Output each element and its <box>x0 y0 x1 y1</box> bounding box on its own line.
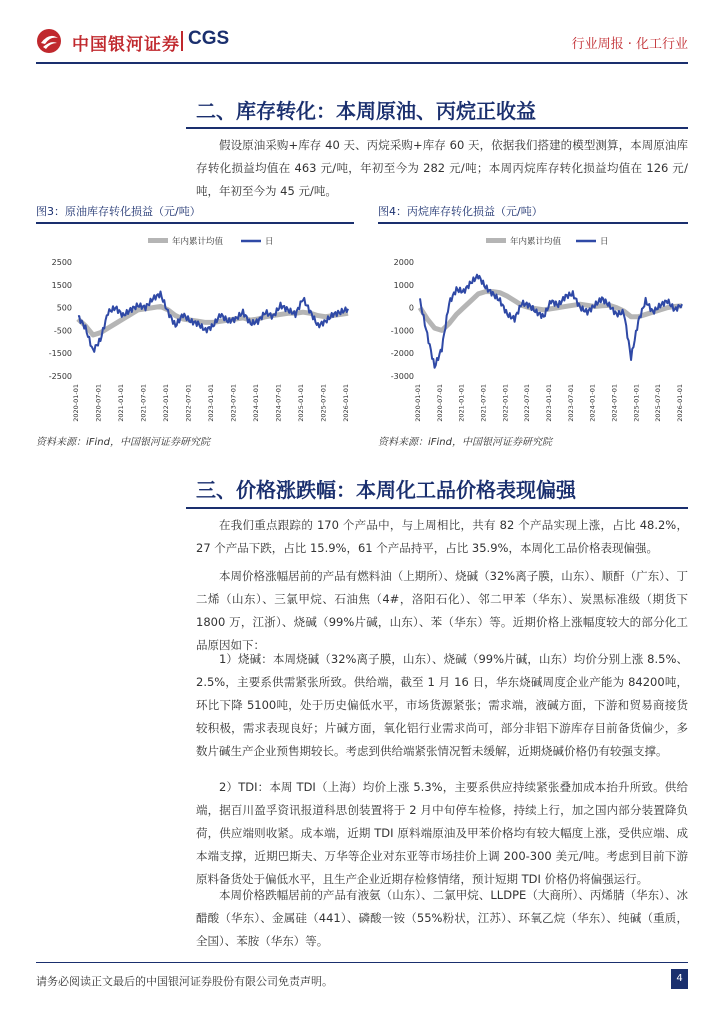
x-tick-label: 2023-01-01 <box>545 384 553 422</box>
legend-daily-label: 日 <box>265 237 274 247</box>
x-tick-label: 2023-07-01 <box>566 384 575 422</box>
logo-text-cn: 中国银河证券 <box>72 35 180 55</box>
x-tick-label: 2026-01-01 <box>676 384 684 422</box>
legend-avg-label: 年内累计均值 <box>510 237 562 247</box>
section-2-title-rule <box>186 127 688 129</box>
figure-3-title: 图3：原油库存转化损益（元/吨） <box>36 205 201 218</box>
x-tick-label: 2024-07-01 <box>274 384 283 422</box>
logo-mark-icon <box>36 28 62 54</box>
y-tick-label: -2000 <box>390 349 414 359</box>
figure-3-rule <box>36 222 354 224</box>
figure-3 <box>36 203 354 224</box>
figure-4-legend <box>486 236 609 247</box>
x-tick-label: 2020-07-01 <box>94 384 103 422</box>
section-3-title-rule <box>186 507 688 509</box>
figure-4-rule <box>378 222 688 224</box>
x-tick-label: 2022-07-01 <box>523 384 532 422</box>
x-tick-label: 2020-01-01 <box>414 384 422 422</box>
x-tick-label: 2020-01-01 <box>72 384 80 422</box>
figure-4-title: 图4：丙烷库存转化损益（元/吨） <box>378 205 543 218</box>
legend-avg-swatch <box>148 238 168 243</box>
page-number: 4 <box>671 969 688 989</box>
x-tick-label: 2025-01-01 <box>297 384 305 422</box>
figure-3-legend <box>148 236 274 247</box>
y-tick-label: -1500 <box>48 349 72 359</box>
figure-4-source: 资料来源：iFind，中国银河证券研究院 <box>378 437 552 448</box>
x-tick-label: 2025-01-01 <box>632 384 641 422</box>
legend-avg-swatch <box>486 238 506 243</box>
x-tick-label: 2022-07-01 <box>184 384 193 422</box>
y-tick-label: -3000 <box>390 372 414 381</box>
x-tick-label: 2025-07-01 <box>654 384 663 422</box>
y-tick-label: 0 <box>408 303 414 313</box>
legend-avg-label: 年内累计均值 <box>172 237 224 247</box>
footer-divider <box>36 962 688 963</box>
x-tick-label: 2026-01-01 <box>342 384 350 422</box>
series-avg-line <box>420 292 682 331</box>
x-tick-label: 2021-01-01 <box>457 384 466 422</box>
x-tick-label: 2022-01-01 <box>162 384 170 422</box>
x-tick-label: 2024-07-01 <box>610 384 619 422</box>
section-2-title: 二、库存转化：本周原油、丙烷正收益 <box>196 99 536 123</box>
section-3-paragraph-5: 本周价格跌幅居前的产品有液氨（山东）、二氯甲烷、LLDPE（大商所）、丙烯腈（华东）、冰醋酸（华东）、金属硅（441）、磷酸一铵（55%粉状，江苏）、环氧乙烷（华东）、纯碱（重质，全国）、苯胺（华东）等。 <box>196 888 688 948</box>
figure-3-source: 资料来源：iFind，中国银河证券研究院 <box>36 437 210 448</box>
footer-disclaimer: 请务必阅读正文最后的中国银河证券股份有限公司免责声明。 <box>36 975 333 988</box>
y-tick-label: -1000 <box>390 326 414 336</box>
section-3-title: 三、价格涨跌幅：本周化工品价格表现偏强 <box>196 478 576 502</box>
x-tick-label: 2021-07-01 <box>479 384 488 422</box>
figure-4-chart <box>378 226 688 428</box>
y-tick-label: 1500 <box>51 280 72 290</box>
x-tick-label: 2021-07-01 <box>139 384 148 422</box>
legend-daily-label: 日 <box>600 237 609 247</box>
y-tick-label: -500 <box>53 326 72 336</box>
y-tick-label: 2000 <box>393 258 414 267</box>
logo-divider <box>181 31 183 51</box>
figure-3-chart <box>36 226 354 428</box>
section-3-paragraph-4: 2）TDI：本周 TDI（上海）均价上涨 5.3%，主要系供应持续紧张叠加成本抬升所致。供给端，据百川盈孚资讯报道科思创装置将于 2 月中旬停车检修，持续上行，加之国内部分装置降负荷，供应端则收紧。成本端，近期 TDI 原料端原油及甲苯价格均有较大幅度上涨，受供应端、成本端支撑，近期巴斯夫、万华等企业对东亚等市场挂价上调 200-300 美元/吨。考虑到目前下游原料备货处于偏低水平，且生产企业近期存检修情绪，预计短期 TDI 价格仍将偏强运行。 <box>196 780 688 886</box>
x-tick-label: 2025-07-01 <box>319 384 328 422</box>
logo-text-en: CGS <box>188 28 230 49</box>
y-tick-label: 2500 <box>51 258 72 267</box>
x-tick-label: 2024-01-01 <box>588 384 597 422</box>
x-tick-label: 2023-07-01 <box>229 384 238 422</box>
x-tick-label: 2021-01-01 <box>117 384 125 422</box>
section-2-paragraph: 假设原油采购+库存 40 天、丙烷采购+库存 60 天，依据我们搭建的模型测算，本周原油库存转化损益均值在 463 元/吨，年初至今为 282 元/吨；本周丙烷库存转化损益均值在 126 元/吨，年初至今为 45 元/吨。 <box>196 138 688 198</box>
section-3-paragraph-2: 本周价格涨幅居前的产品有燃料油（上期所）、烧碱（32%离子膜，山东）、顺酐（广东）、丁二烯（山东）、三氯甲烷、石油焦（4#，洛阳石化）、邻二甲苯（华东）、炭黑标准级（期货下1800 万，江浙）、烧碱（99%片碱，山东）、苯（华东）等。近期价格上涨幅度较大的部分化工品原因如下： <box>196 569 688 652</box>
y-tick-label: -2500 <box>48 372 72 381</box>
header-divider <box>36 62 688 64</box>
section-3-paragraph-3: 1）烧碱：本周烧碱（32%离子膜，山东）、烧碱（99%片碱，山东）均价分别上涨 8.5%、2.5%，主要系供需紧张所致。供给端，截至 1 月 16 日，华东烧碱周度企业产能为 84200吨，环比下降 5100吨，处于历史偏低水平，市场货源紧张；需求端，液碱方面，下游和贸易商接货较积极，需求表现良好；片碱方面，氧化铝行业需求尚可，部分非铝下游库存目前备货偏少，多数片碱生产企业预售期较长。考虑到供给端紧张情况暂未缓解，近期烧碱价格仍有较强支撑。 <box>196 652 688 758</box>
x-tick-label: 2022-01-01 <box>501 384 510 422</box>
x-tick-label: 2023-01-01 <box>207 384 215 422</box>
x-tick-label: 2020-07-01 <box>435 384 444 422</box>
section-3-paragraph-1: 在我们重点跟踪的 170 个产品中，与上周相比，共有 82 个产品实现上涨，占比 48.2%，27 个产品下跌，占比 15.9%，61 个产品持平，占比 35.9%，本周化工品价格表现偏强。 <box>196 518 688 555</box>
report-type: 行业周报 · 化工行业 <box>571 37 688 52</box>
series-daily-line <box>420 275 682 368</box>
x-tick-label: 2024-01-01 <box>252 384 260 422</box>
y-tick-label: 500 <box>56 303 72 313</box>
figure-4 <box>378 203 688 224</box>
y-tick-label: 1000 <box>393 280 414 290</box>
